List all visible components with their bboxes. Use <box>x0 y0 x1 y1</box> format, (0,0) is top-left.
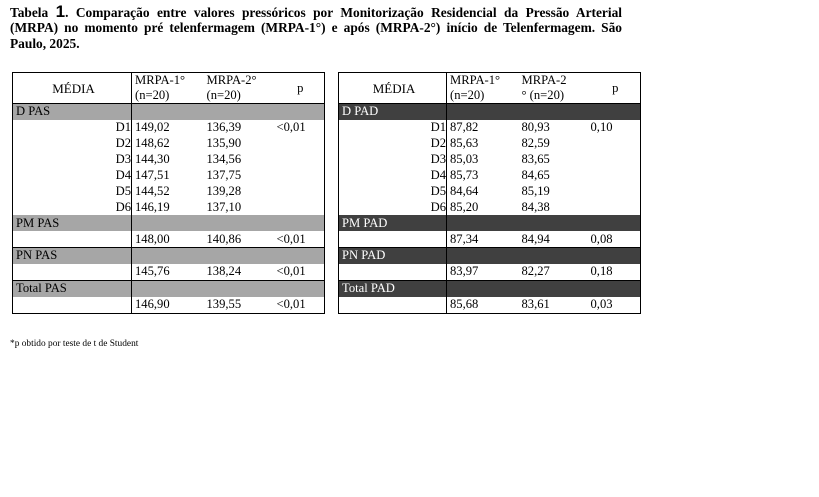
table-row: D5 84,64 85,19 <box>339 183 641 199</box>
header-mrpa2: MRPA-2° (n=20) <box>206 73 257 102</box>
table-row: D3 144,30 134,56 <box>13 152 325 168</box>
table-row: D2 85,63 82,59 <box>339 136 641 152</box>
table-row: D2 148,62 135,90 <box>13 136 325 152</box>
table-row: 87,34 84,94 0,08 <box>339 231 641 247</box>
table-row: 146,90 139,55 <0,01 <box>13 297 325 313</box>
section-band-total-pas: Total PAS <box>13 280 325 296</box>
table-row: 148,00 140,86 <0,01 <box>13 231 325 247</box>
section-band-pn-pas: PN PAS <box>13 248 325 264</box>
table-header-row <box>339 73 641 104</box>
pas-table <box>12 72 325 314</box>
table-row: D3 85,03 83,65 <box>339 152 641 168</box>
table-row: 85,68 83,61 0,03 <box>339 297 641 313</box>
section-band-d-pas: D PAS <box>13 104 325 120</box>
table-row: D6 146,19 137,10 <box>13 199 325 215</box>
header-p: p <box>297 80 304 95</box>
section-band-pm-pad: PM PAD <box>339 215 641 231</box>
table-row: D5 144,52 139,28 <box>13 183 325 199</box>
section-band-pn-pad: PN PAD <box>339 248 641 264</box>
table-row: D4 85,73 84,65 <box>339 168 641 184</box>
header-media: MÉDIA <box>339 73 447 104</box>
section-band-pm-pas: PM PAS <box>13 215 325 231</box>
table-row: 145,76 138,24 <0,01 <box>13 264 325 280</box>
table-row: D6 85,20 84,38 <box>339 199 641 215</box>
header-mrpa2: MRPA-2 ° (n=20) <box>521 73 567 102</box>
caption-number: 1 <box>55 2 66 21</box>
table-footnote: *p obtido por teste de t de Student <box>10 339 139 349</box>
table-caption <box>10 4 622 51</box>
header-p: p <box>612 80 619 95</box>
section-band-d-pad: D PAD <box>339 104 641 120</box>
header-media: MÉDIA <box>13 73 132 104</box>
table-header-row <box>13 73 325 104</box>
section-band-total-pad: Total PAD <box>339 280 641 296</box>
header-mrpa1: MRPA-1° (n=20) <box>135 73 186 102</box>
table-row: D4 147,51 137,75 <box>13 168 325 184</box>
caption-text: . Comparação entre valores pressóricos por Monitorização Residencial da Pressão Arterial (MRPA) no momento pré telenfermagem (MRPA-1°) e após (MRPA-2°) início de Telenfermagem. São Paulo, 2025. <box>10 5 622 51</box>
table-row: D1 149,02 136,39 <0,01 <box>13 120 325 136</box>
caption-label: Tabela <box>10 5 49 20</box>
table-row: D1 87,82 80,93 0,10 <box>339 120 641 136</box>
header-mrpa1: MRPA-1° (n=20) <box>450 73 501 102</box>
pad-table <box>338 72 641 314</box>
table-row: 83,97 82,27 0,18 <box>339 264 641 280</box>
